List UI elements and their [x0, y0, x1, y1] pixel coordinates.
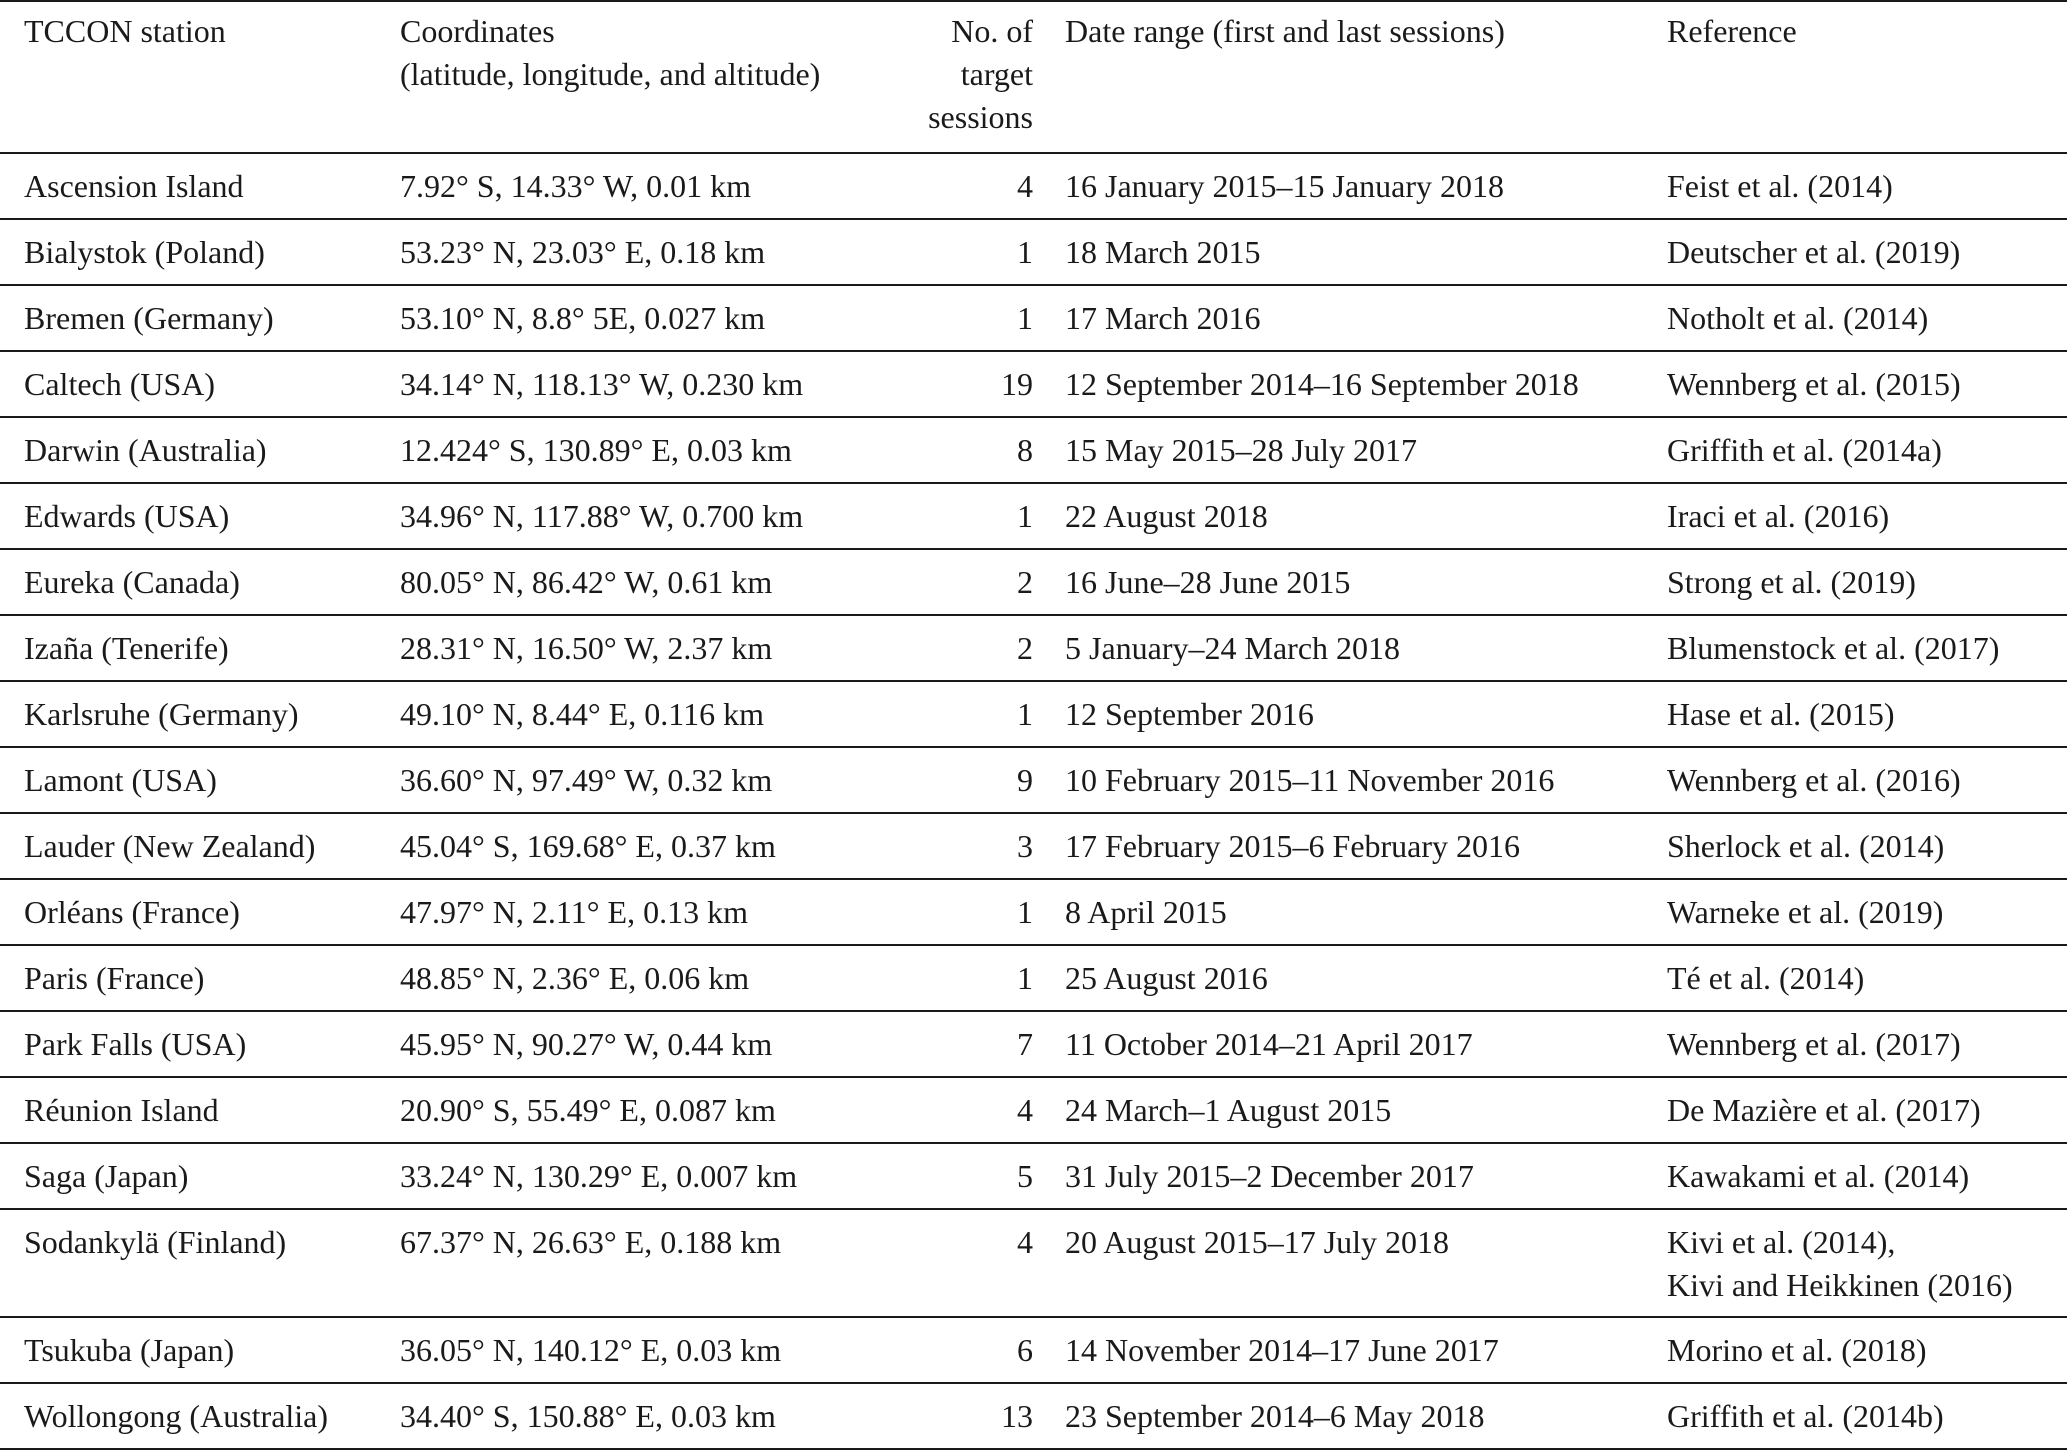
- cell-sessions: 9: [1017, 762, 1033, 798]
- cell-reference: [1667, 1209, 2067, 1317]
- cell-station: Orléans (France): [24, 894, 240, 930]
- cell-reference: [1667, 747, 2067, 813]
- reference-line: Deutscher et al. (2019): [1667, 234, 1961, 270]
- cell-sessions: 1: [1017, 300, 1033, 336]
- cell-date-range: 17 March 2016: [1065, 300, 1261, 336]
- cell-sessions: 1: [1017, 894, 1033, 930]
- cell-coordinates: 47.97° N, 2.11° E, 0.13 km: [400, 894, 748, 930]
- cell-reference: [1667, 681, 2067, 747]
- cell-reference: [1667, 219, 2067, 285]
- table-row: [0, 153, 2067, 219]
- reference-line: Blumenstock et al. (2017): [1667, 630, 2000, 666]
- header-coordinates-line-2: (latitude, longitude, and altitude): [400, 56, 821, 92]
- table-row: [0, 351, 2067, 417]
- cell-station: Darwin (Australia): [24, 432, 267, 468]
- reference-line: Warneke et al. (2019): [1667, 894, 1944, 930]
- reference-line: Sherlock et al. (2014): [1667, 828, 1945, 864]
- table-row: [0, 483, 2067, 549]
- header-reference: Reference: [1667, 13, 1797, 49]
- cell-reference: [1667, 879, 2067, 945]
- table-row: [0, 285, 2067, 351]
- table-row: [0, 945, 2067, 1011]
- table-row: [0, 813, 2067, 879]
- cell-coordinates: 36.60° N, 97.49° W, 0.32 km: [400, 762, 773, 798]
- cell-station: Karlsruhe (Germany): [24, 696, 299, 732]
- cell-coordinates: 33.24° N, 130.29° E, 0.007 km: [400, 1158, 798, 1194]
- cell-coordinates: 34.96° N, 117.88° W, 0.700 km: [400, 498, 804, 534]
- reference-line: Griffith et al. (2014b): [1667, 1398, 1944, 1434]
- table-row: [0, 615, 2067, 681]
- reference-line: Wennberg et al. (2017): [1667, 1026, 1961, 1062]
- cell-reference: [1667, 153, 2067, 219]
- cell-coordinates: 80.05° N, 86.42° W, 0.61 km: [400, 564, 773, 600]
- cell-date-range: 14 November 2014–17 June 2017: [1065, 1332, 1499, 1368]
- cell-sessions: 1: [1017, 498, 1033, 534]
- header-sessions-line-1: No. of: [951, 13, 1033, 49]
- reference-line: Notholt et al. (2014): [1667, 300, 1929, 336]
- cell-coordinates: 53.23° N, 23.03° E, 0.18 km: [400, 234, 766, 270]
- cell-date-range: 12 September 2014–16 September 2018: [1065, 366, 1579, 402]
- cell-coordinates: 7.92° S, 14.33° W, 0.01 km: [400, 168, 751, 204]
- reference-line: De Mazière et al. (2017): [1667, 1092, 1981, 1128]
- reference-line: Té et al. (2014): [1667, 960, 1865, 996]
- cell-coordinates: 49.10° N, 8.44° E, 0.116 km: [400, 696, 764, 732]
- cell-date-range: 12 September 2016: [1065, 696, 1314, 732]
- cell-sessions: 4: [1017, 168, 1033, 204]
- cell-sessions: 2: [1017, 630, 1033, 666]
- cell-date-range: 20 August 2015–17 July 2018: [1065, 1224, 1450, 1260]
- cell-date-range: 8 April 2015: [1065, 894, 1227, 930]
- cell-date-range: 25 August 2016: [1065, 960, 1268, 996]
- table-row: [0, 1383, 2067, 1449]
- table-row: [0, 879, 2067, 945]
- cell-station: Caltech (USA): [24, 366, 216, 402]
- cell-reference: [1667, 813, 2067, 879]
- header-station: TCCON station: [24, 13, 226, 49]
- cell-coordinates: 53.10° N, 8.8° 5E, 0.027 km: [400, 300, 766, 336]
- reference-line: Kivi et al. (2014),: [1667, 1224, 1896, 1260]
- table-row: [0, 1011, 2067, 1077]
- cell-reference: [1667, 1143, 2067, 1209]
- table-row: [0, 1143, 2067, 1209]
- cell-sessions: 1: [1017, 696, 1033, 732]
- header-row: [0, 1, 2067, 153]
- cell-date-range: 31 July 2015–2 December 2017: [1065, 1158, 1474, 1194]
- cell-date-range: 23 September 2014–6 May 2018: [1065, 1398, 1485, 1434]
- reference-line: Hase et al. (2015): [1667, 696, 1895, 732]
- cell-coordinates: 36.05° N, 140.12° E, 0.03 km: [400, 1332, 782, 1368]
- cell-date-range: 16 June–28 June 2015: [1065, 564, 1351, 600]
- reference-line: Griffith et al. (2014a): [1667, 432, 1942, 468]
- cell-date-range: 18 March 2015: [1065, 234, 1261, 270]
- cell-coordinates: 67.37° N, 26.63° E, 0.188 km: [400, 1224, 782, 1260]
- cell-sessions: 8: [1017, 432, 1033, 468]
- cell-station: Lamont (USA): [24, 762, 217, 798]
- cell-date-range: 24 March–1 August 2015: [1065, 1092, 1392, 1128]
- header-sessions-line-3: sessions: [928, 99, 1033, 135]
- table-row: [0, 219, 2067, 285]
- cell-sessions: 13: [1001, 1398, 1033, 1434]
- reference-line: Kivi and Heikkinen (2016): [1667, 1267, 2013, 1303]
- table-row: [0, 1317, 2067, 1383]
- cell-date-range: 15 May 2015–28 July 2017: [1065, 432, 1417, 468]
- cell-reference: [1667, 285, 2067, 351]
- table-body: [0, 153, 2067, 1449]
- reference-line: Feist et al. (2014): [1667, 168, 1893, 204]
- header-coordinates-line-1: Coordinates: [400, 13, 555, 49]
- cell-station: Saga (Japan): [24, 1158, 189, 1194]
- cell-station: Paris (France): [24, 960, 205, 996]
- cell-coordinates: 45.04° S, 169.68° E, 0.37 km: [400, 828, 776, 864]
- table-row: [0, 747, 2067, 813]
- cell-sessions: 6: [1017, 1332, 1033, 1368]
- cell-station: Bialystok (Poland): [24, 234, 265, 270]
- cell-sessions: 1: [1017, 234, 1033, 270]
- cell-reference: [1667, 1317, 2067, 1383]
- cell-station: Eureka (Canada): [24, 564, 240, 600]
- cell-station: Izaña (Tenerife): [24, 630, 229, 666]
- cell-coordinates: 34.14° N, 118.13° W, 0.230 km: [400, 366, 804, 402]
- cell-sessions: 19: [1001, 366, 1033, 402]
- table-row: [0, 1209, 2067, 1317]
- table-row: [0, 1077, 2067, 1143]
- table-row: [0, 549, 2067, 615]
- cell-station: Wollongong (Australia): [24, 1398, 329, 1434]
- cell-sessions: 2: [1017, 564, 1033, 600]
- cell-date-range: 17 February 2015–6 February 2016: [1065, 828, 1521, 864]
- cell-reference: [1667, 351, 2067, 417]
- cell-sessions: 1: [1017, 960, 1033, 996]
- cell-station: Tsukuba (Japan): [24, 1332, 235, 1368]
- cell-date-range: 5 January–24 March 2018: [1065, 630, 1401, 666]
- cell-reference: [1667, 1383, 2067, 1449]
- reference-line: Iraci et al. (2016): [1667, 498, 1890, 534]
- cell-coordinates: 48.85° N, 2.36° E, 0.06 km: [400, 960, 750, 996]
- cell-reference: [1667, 1011, 2067, 1077]
- cell-station: Ascension Island: [24, 168, 244, 204]
- cell-reference: [1667, 1077, 2067, 1143]
- cell-station: Park Falls (USA): [24, 1026, 247, 1062]
- cell-sessions: 7: [1017, 1026, 1033, 1062]
- cell-station: Lauder (New Zealand): [24, 828, 316, 864]
- cell-coordinates: 45.95° N, 90.27° W, 0.44 km: [400, 1026, 773, 1062]
- header-date-range: Date range (first and last sessions): [1065, 13, 1505, 49]
- table-row: [0, 417, 2067, 483]
- cell-date-range: 16 January 2015–15 January 2018: [1065, 168, 1505, 204]
- cell-coordinates: 12.424° S, 130.89° E, 0.03 km: [400, 432, 792, 468]
- reference-line: Wennberg et al. (2016): [1667, 762, 1961, 798]
- cell-sessions: 5: [1017, 1158, 1033, 1194]
- header-sessions-line-2: target: [960, 56, 1033, 92]
- cell-station: Bremen (Germany): [24, 300, 274, 336]
- cell-coordinates: 34.40° S, 150.88° E, 0.03 km: [400, 1398, 776, 1434]
- cell-reference: [1667, 483, 2067, 549]
- table-header: [0, 1, 2067, 153]
- cell-sessions: 4: [1017, 1224, 1033, 1260]
- reference-line: Strong et al. (2019): [1667, 564, 1916, 600]
- cell-reference: [1667, 945, 2067, 1011]
- cell-coordinates: 28.31° N, 16.50° W, 2.37 km: [400, 630, 773, 666]
- cell-sessions: 4: [1017, 1092, 1033, 1128]
- cell-reference: [1667, 549, 2067, 615]
- cell-sessions: 3: [1017, 828, 1033, 864]
- cell-reference: [1667, 417, 2067, 483]
- cell-reference: [1667, 615, 2067, 681]
- cell-station: Sodankylä (Finland): [24, 1224, 287, 1260]
- cell-station: Edwards (USA): [24, 498, 230, 534]
- reference-line: Kawakami et al. (2014): [1667, 1158, 1970, 1194]
- reference-line: Morino et al. (2018): [1667, 1332, 1927, 1368]
- header-coordinates: [400, 1, 920, 153]
- cell-coordinates: 20.90° S, 55.49° E, 0.087 km: [400, 1092, 776, 1128]
- cell-station: Réunion Island: [24, 1092, 219, 1128]
- reference-line: Wennberg et al. (2015): [1667, 366, 1961, 402]
- table-row: [0, 681, 2067, 747]
- cell-date-range: 10 February 2015–11 November 2016: [1065, 762, 1555, 798]
- cell-date-range: 11 October 2014–21 April 2017: [1065, 1026, 1473, 1062]
- header-sessions: [920, 1, 1065, 153]
- cell-date-range: 22 August 2018: [1065, 498, 1268, 534]
